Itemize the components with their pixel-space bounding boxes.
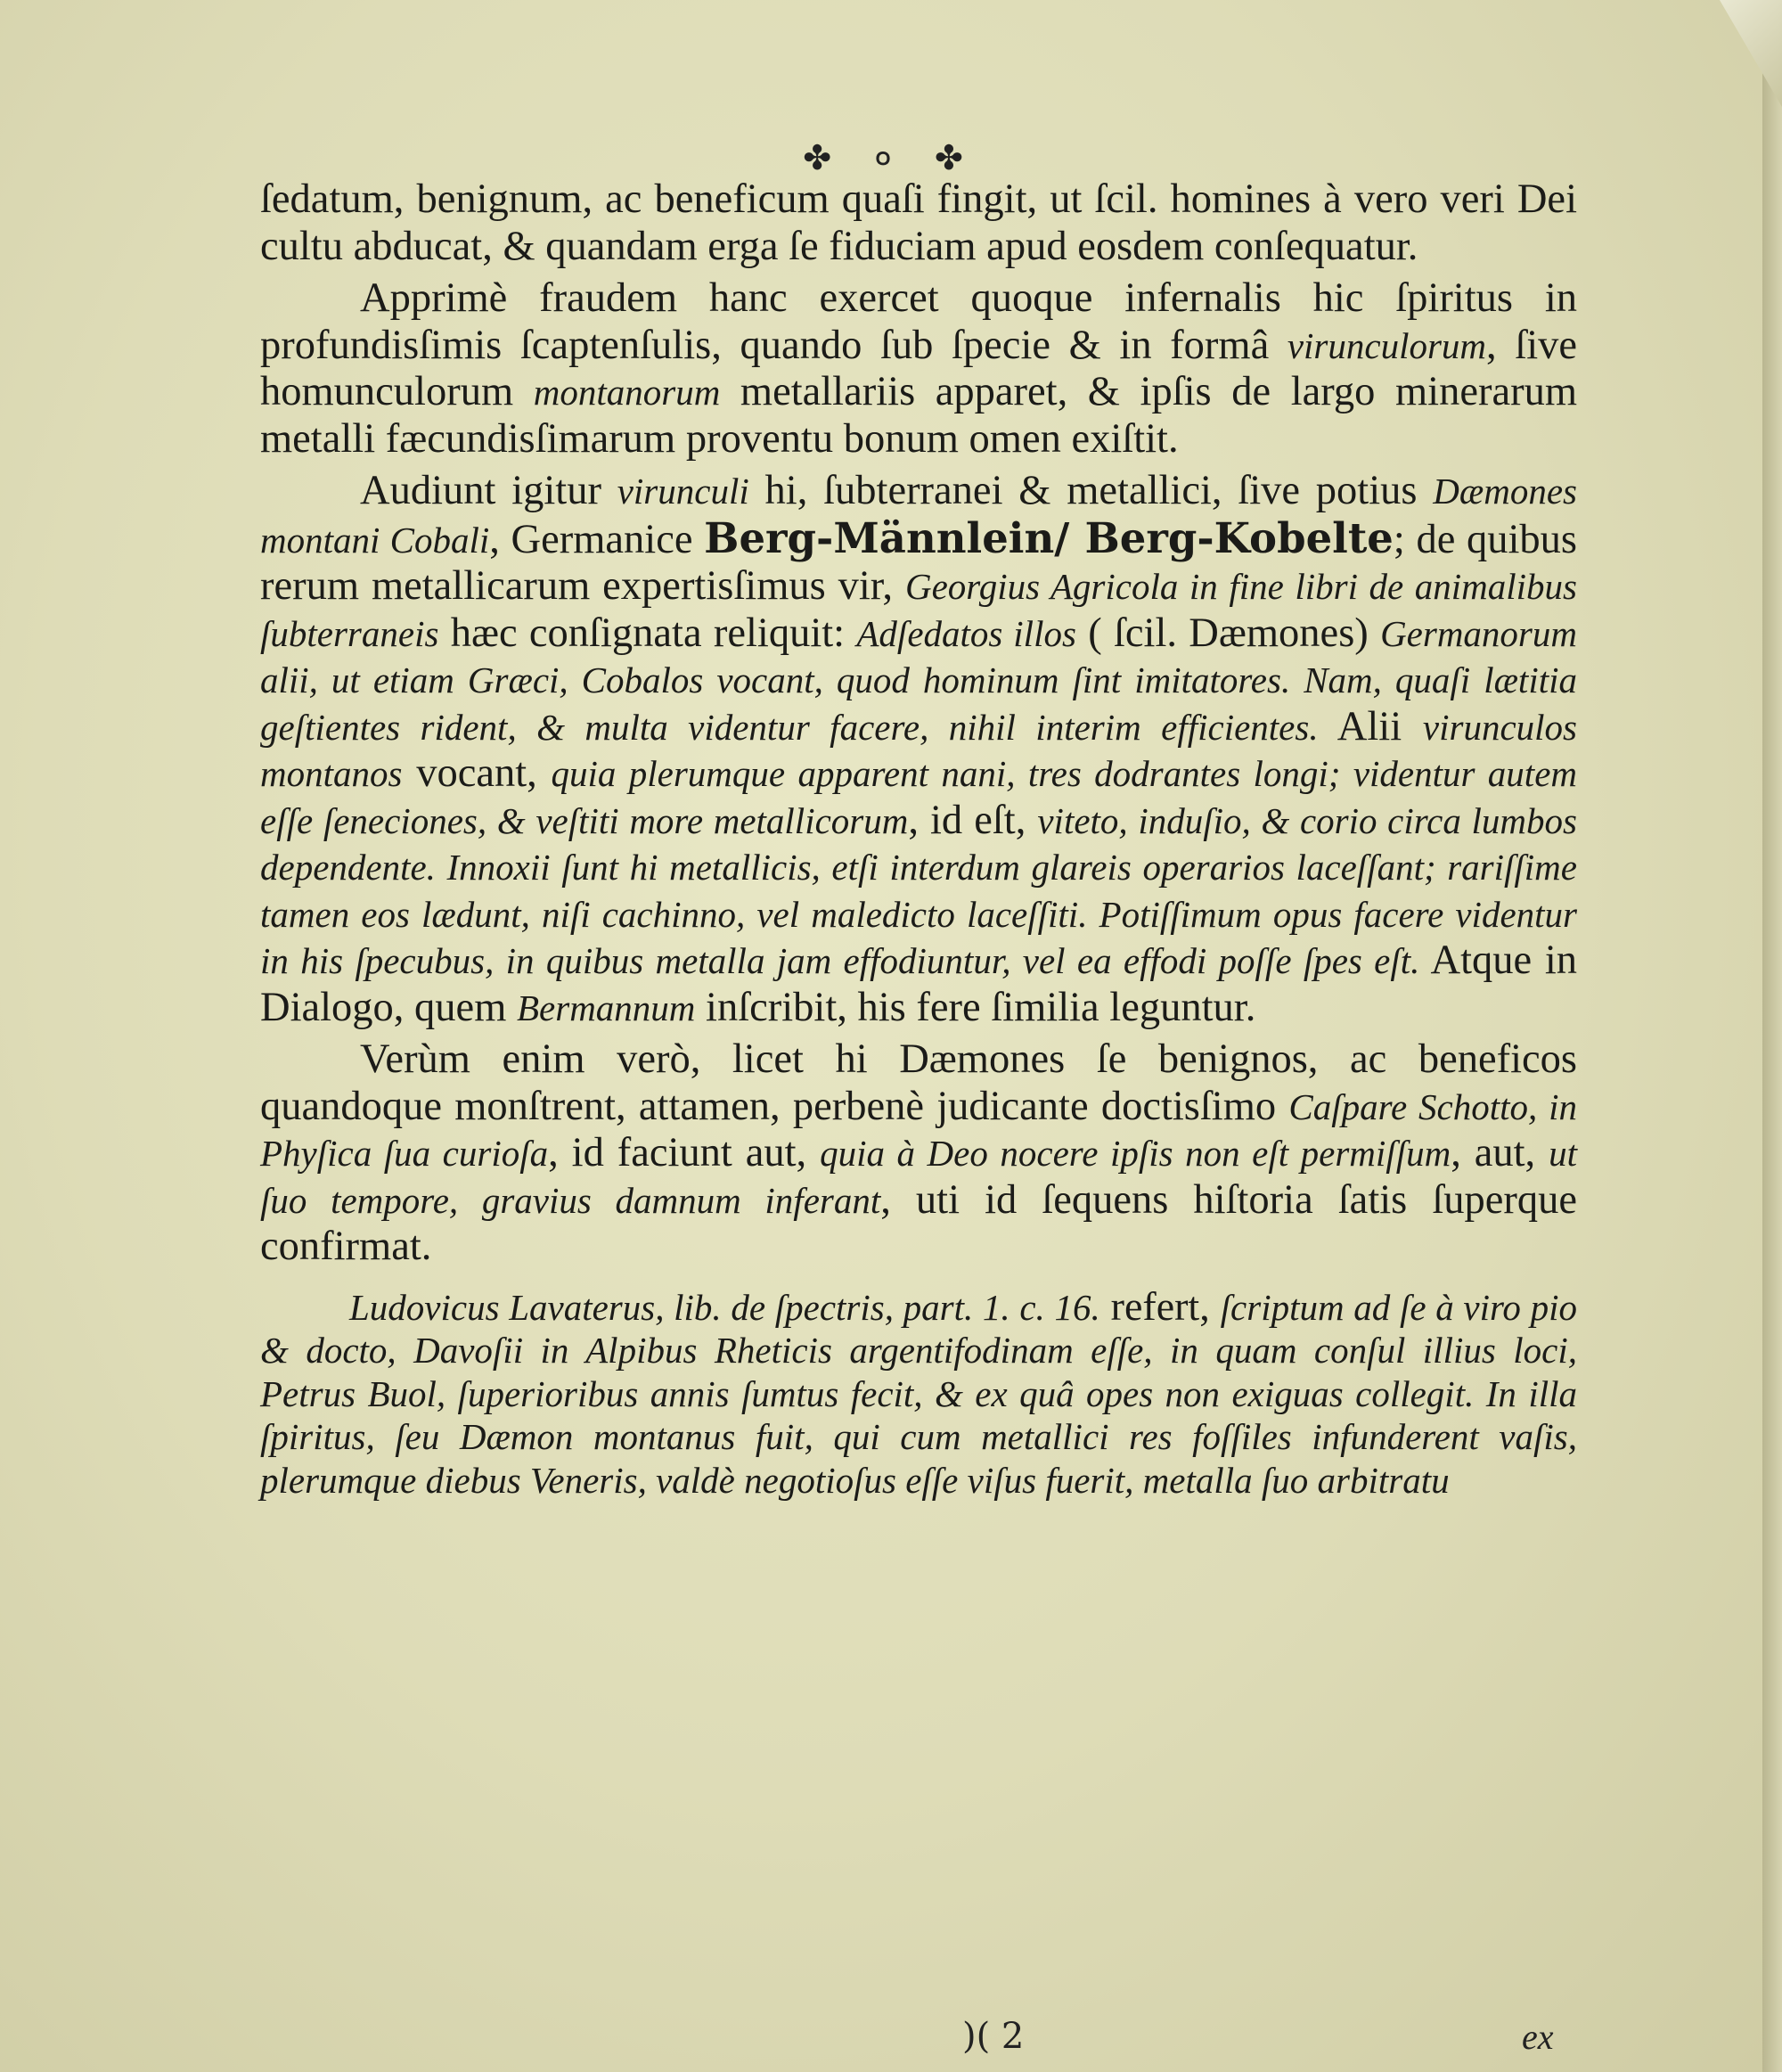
text-run: Atque in Dialogo, quem xyxy=(260,938,1578,1030)
signature-mark: )( 2 xyxy=(962,2016,1025,2057)
text-run: inſcribit, his fere ſimilia leguntur. xyxy=(695,984,1256,1030)
italic-run: montanorum xyxy=(533,372,721,413)
italic-run: viteto, induſio, & corio circa lumbos dependente. Innoxii ſunt hi metallicis, etſi interdum glareis operarios laceſſant; rariſſime tamen eos lædunt, niſi cachinno, vel maledicto laceſſiti. Potiſſimum opus facere videntur in his ſpecubus, in quibus metalla jam effodiuntur, vel ea effodi poſſe ſpes eſt. xyxy=(260,799,1577,981)
paragraph-2 xyxy=(260,275,1577,463)
text-run: , id faciunt aut, xyxy=(548,1130,821,1175)
text-run: Apprimè fraudem hanc exercet quoque infernalis hic ſpiritus in profundisſimis ſcaptenſulis, quando ſub ſpecie & in formâ xyxy=(260,275,1577,368)
italic-run: virunculi xyxy=(617,471,749,512)
text-run: refert, xyxy=(1099,1282,1221,1329)
text-run: , id eſt, xyxy=(908,797,1038,843)
text-run: vocant, xyxy=(402,750,552,796)
italic-run: quia plerumque apparent nani, tres dodrantes longi; videntur autem eſſe ſeneciones, & veſtiti more metallicorum xyxy=(260,753,1578,841)
catchword: ex xyxy=(1522,2017,1554,2057)
paper-edge xyxy=(1762,0,1782,2072)
italic-run: Bermannum xyxy=(517,987,696,1028)
text-run: , ſive homunculorum xyxy=(260,322,1577,414)
text-run: ( ſcil. Dæmones) xyxy=(1075,610,1381,656)
italic-run: Georgius Agricola in fine libri de animalibus ſubterraneis xyxy=(260,566,1577,654)
italic-run: virunculorum xyxy=(1287,324,1487,366)
blackletter-run: Berg-Männlein/ Berg-Kobelte xyxy=(704,512,1394,562)
text-run: metallariis apparet, & ipſis de largo minerarum metalli fæcundisſimarum proventu bonum omen exiſtit. xyxy=(260,369,1578,462)
text-run: ; de quibus rerum metallicarum expertisſimus vir, xyxy=(260,516,1577,609)
text-run: hæc conſignata reliquit: xyxy=(438,610,857,656)
text-run: hi, ſubterranei & metallici, ſive potius xyxy=(748,468,1434,513)
text-run: Verùm enim verò, licet hi Dæmones ſe benignos, ac beneficos quandoque monſtrent, attamen, perbenè judicante doctisſimo xyxy=(260,1036,1577,1129)
paragraph-3 xyxy=(260,468,1577,1031)
text-run: , uti id ſequens hiſtoria ſatis ſuperque confirmat. xyxy=(260,1176,1577,1269)
paragraph-4 xyxy=(260,1036,1577,1271)
paragraph-1: ſedatum, benignum, ac beneficum quaſi fingit, ut ſcil. homines à vero veri Dei cultu abducat, & quandam erga ſe fiduciam apud eosdem conſequatur. xyxy=(260,176,1577,269)
italic-run: quia à Deo nocere ipſis non eſt permiſſum xyxy=(820,1133,1451,1174)
italic-run: ut ſuo tempore, gravius damnum inferant xyxy=(260,1133,1577,1221)
text-run: , aut, xyxy=(1451,1130,1549,1175)
italic-run: ſcriptum ad ſe à viro pio & docto, Davoſii in Alpibus Rheticis argentifodinam eſſe, in quam conſul illius loci, Petrus Buol, ſuperioribus annis ſumtus fecit, & ex quâ opes non exiguas collegit. In illa ſpiritus, ſeu Dæmon montanus fuit, qui cum metallici res foſſiles infunderent vaſis, plerumque diebus Veneris, valdè negotioſus eſſe viſus fuerit, metalla ſuo arbitratu xyxy=(260,1286,1577,1501)
italic-run: Adſedatos illos xyxy=(856,612,1076,654)
italic-run: virunculos montanos xyxy=(260,706,1577,794)
text-run: Audiunt igitur xyxy=(360,468,617,513)
header-ornament: ✤ ० ✤ xyxy=(803,138,979,177)
text-run: , Germanice xyxy=(489,516,705,562)
text-run: Alii xyxy=(1318,703,1423,749)
italic-run: Caſpare Schotto, in Phyſica ſua curioſa xyxy=(260,1085,1577,1174)
italic-run: Germanorum alii, ut etiam Græci, Cobalos vocant, quod hominum ſint imitatores. Nam, quaſi lætitia geſtientes rident, & multa videntur facere, nihil interim efficientes. xyxy=(260,612,1577,748)
paragraph-5 xyxy=(260,1282,1577,1503)
italic-run: Ludovicus Lavaterus, lib. de ſpectris, part. 1. c. 16. xyxy=(349,1286,1100,1328)
body-text xyxy=(260,176,1577,1502)
italic-run: Dæmones montani Cobali xyxy=(260,471,1577,561)
